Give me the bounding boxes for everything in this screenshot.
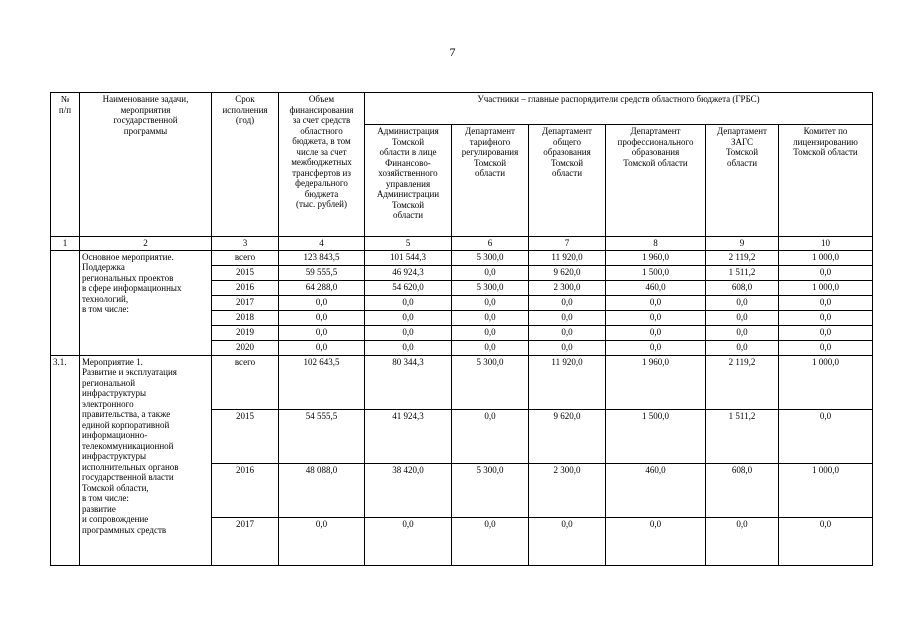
- cell-value: 0,0: [452, 409, 529, 463]
- cell-value: 0,0: [452, 310, 529, 325]
- cell-value: 54 555,5: [279, 409, 365, 463]
- cell-value: 0,0: [279, 517, 365, 565]
- cell-value: 1 960,0: [606, 355, 706, 409]
- header-col-zags: Департамент ЗАГС Томской области: [706, 125, 779, 237]
- cell-value: 5 300,0: [452, 463, 529, 517]
- cell-value: 0,0: [706, 340, 779, 355]
- col-number: 9: [706, 237, 779, 251]
- header-col-prof-edu: Департамент профессионального образования Томской области: [606, 125, 706, 237]
- cell-year: 2015: [212, 265, 279, 280]
- cell-value: 9 620,0: [529, 409, 606, 463]
- cell-year: 2017: [212, 517, 279, 565]
- cell-value: 0,0: [606, 340, 706, 355]
- cell-value: 11 920,0: [529, 355, 606, 409]
- col-number: 6: [452, 237, 529, 251]
- cell-value: 0,0: [706, 325, 779, 340]
- col-number: 4: [279, 237, 365, 251]
- page-number: 7: [449, 45, 456, 59]
- cell-value: 1 500,0: [606, 265, 706, 280]
- cell-value: 1 000,0: [779, 463, 873, 517]
- col-number: 5: [365, 237, 452, 251]
- cell-value: 48 088,0: [279, 463, 365, 517]
- cell-value: 1 000,0: [779, 280, 873, 295]
- cell-value: 608,0: [706, 463, 779, 517]
- cell-value: 0,0: [529, 310, 606, 325]
- cell-value: 0,0: [529, 295, 606, 310]
- cell-value: 5 300,0: [452, 250, 529, 265]
- cell-value: 46 924,3: [365, 265, 452, 280]
- cell-value: 0,0: [779, 310, 873, 325]
- cell-value: 0,0: [365, 340, 452, 355]
- header-col-number: № п/п: [51, 93, 80, 237]
- cell-value: 80 344,3: [365, 355, 452, 409]
- cell-year: 2016: [212, 280, 279, 295]
- cell-value: 2 119,2: [706, 250, 779, 265]
- cell-value: 0,0: [529, 325, 606, 340]
- cell-value: 460,0: [606, 463, 706, 517]
- cell-value: 0,0: [529, 517, 606, 565]
- cell-value: 59 555,5: [279, 265, 365, 280]
- cell-value: 0,0: [779, 340, 873, 355]
- cell-value: 5 300,0: [452, 280, 529, 295]
- cell-value: 123 843,5: [279, 250, 365, 265]
- cell-value: 0,0: [365, 295, 452, 310]
- cell-value: 54 620,0: [365, 280, 452, 295]
- header-col-general-edu: Департамент общего образования Томской области: [529, 125, 606, 237]
- table-row: [51, 250, 873, 265]
- cell-year: 2015: [212, 409, 279, 463]
- cell-value: 0,0: [452, 340, 529, 355]
- cell-year: 2016: [212, 463, 279, 517]
- cell-value: 0,0: [606, 325, 706, 340]
- cell-value: 2 300,0: [529, 280, 606, 295]
- cell-value: 0,0: [279, 310, 365, 325]
- header-participants: Участники – главные распорядители средств областного бюджета (ГРБС): [365, 93, 873, 125]
- header-col-administration: Администрация Томской области в лице Финансово- хозяйственного управления Администрации Томской области: [365, 125, 452, 237]
- header-col-name: Наименование задачи, мероприятия государственной программы: [80, 93, 212, 237]
- row-number: 3.1.: [51, 355, 80, 565]
- col-number: 3: [212, 237, 279, 251]
- cell-year: 2017: [212, 295, 279, 310]
- col-number: 8: [606, 237, 706, 251]
- cell-value: 0,0: [452, 295, 529, 310]
- col-number: 1: [51, 237, 80, 251]
- cell-value: 0,0: [606, 310, 706, 325]
- cell-value: 0,0: [279, 340, 365, 355]
- cell-value: 38 420,0: [365, 463, 452, 517]
- budget-table: [50, 92, 873, 566]
- cell-value: 1 960,0: [606, 250, 706, 265]
- cell-value: 0,0: [706, 517, 779, 565]
- cell-value: 1 500,0: [606, 409, 706, 463]
- cell-value: 0,0: [452, 325, 529, 340]
- cell-value: 0,0: [365, 517, 452, 565]
- cell-value: 0,0: [279, 295, 365, 310]
- cell-value: 11 920,0: [529, 250, 606, 265]
- row-name: Основное мероприятие. Поддержка региональных проектов в сфере информационных технологий, в том числе:: [80, 250, 212, 355]
- cell-value: 5 300,0: [452, 355, 529, 409]
- cell-value: 0,0: [365, 310, 452, 325]
- cell-value: 0,0: [779, 517, 873, 565]
- header-col-licensing: Комитет по лицензированию Томской области: [779, 125, 873, 237]
- col-number: 2: [80, 237, 212, 251]
- cell-year: 2019: [212, 325, 279, 340]
- cell-value: 64 288,0: [279, 280, 365, 295]
- cell-value: 1 000,0: [779, 355, 873, 409]
- cell-value: 0,0: [779, 325, 873, 340]
- cell-value: 0,0: [452, 265, 529, 280]
- header-col-funding: Объем финансирования за счет средств областного бюджета, в том числе за счет межбюджетных трансфертов из федерального бюджета (тыс. рублей): [279, 93, 365, 237]
- cell-value: 0,0: [279, 325, 365, 340]
- header-col-tariff: Департамент тарифного регулирования Томской области: [452, 125, 529, 237]
- column-number-row: [51, 237, 873, 251]
- cell-value: 102 643,5: [279, 355, 365, 409]
- table-row: [51, 355, 873, 409]
- cell-value: 0,0: [365, 325, 452, 340]
- cell-value: 0,0: [529, 340, 606, 355]
- col-number: 7: [529, 237, 606, 251]
- row-name: Мероприятие 1. Развитие и эксплуатация региональной инфраструктуры электронного правительства, а также единой корпоративной информационно- телекоммуникационной инфраструктуры исполнительных органов государственной власти Томской области, в том числе: развитие и сопровождение программных средств: [80, 355, 212, 565]
- cell-value: 0,0: [706, 295, 779, 310]
- cell-value: 0,0: [606, 295, 706, 310]
- cell-value: 0,0: [452, 517, 529, 565]
- cell-value: 0,0: [706, 310, 779, 325]
- header-col-term: Срок исполнения (год): [212, 93, 279, 237]
- cell-value: 2 119,2: [706, 355, 779, 409]
- row-number: [51, 250, 80, 355]
- cell-value: 0,0: [779, 295, 873, 310]
- col-number: 10: [779, 237, 873, 251]
- cell-value: 0,0: [606, 517, 706, 565]
- cell-value: 608,0: [706, 280, 779, 295]
- cell-value: 101 544,3: [365, 250, 452, 265]
- cell-value: 1 511,2: [706, 265, 779, 280]
- cell-value: 41 924,3: [365, 409, 452, 463]
- cell-value: 460,0: [606, 280, 706, 295]
- cell-value: 0,0: [779, 409, 873, 463]
- cell-value: 1 000,0: [779, 250, 873, 265]
- cell-year: 2018: [212, 310, 279, 325]
- cell-year: всего: [212, 250, 279, 265]
- cell-value: 9 620,0: [529, 265, 606, 280]
- cell-value: 0,0: [779, 265, 873, 280]
- cell-value: 2 300,0: [529, 463, 606, 517]
- cell-year: 2020: [212, 340, 279, 355]
- cell-year: всего: [212, 355, 279, 409]
- cell-value: 1 511,2: [706, 409, 779, 463]
